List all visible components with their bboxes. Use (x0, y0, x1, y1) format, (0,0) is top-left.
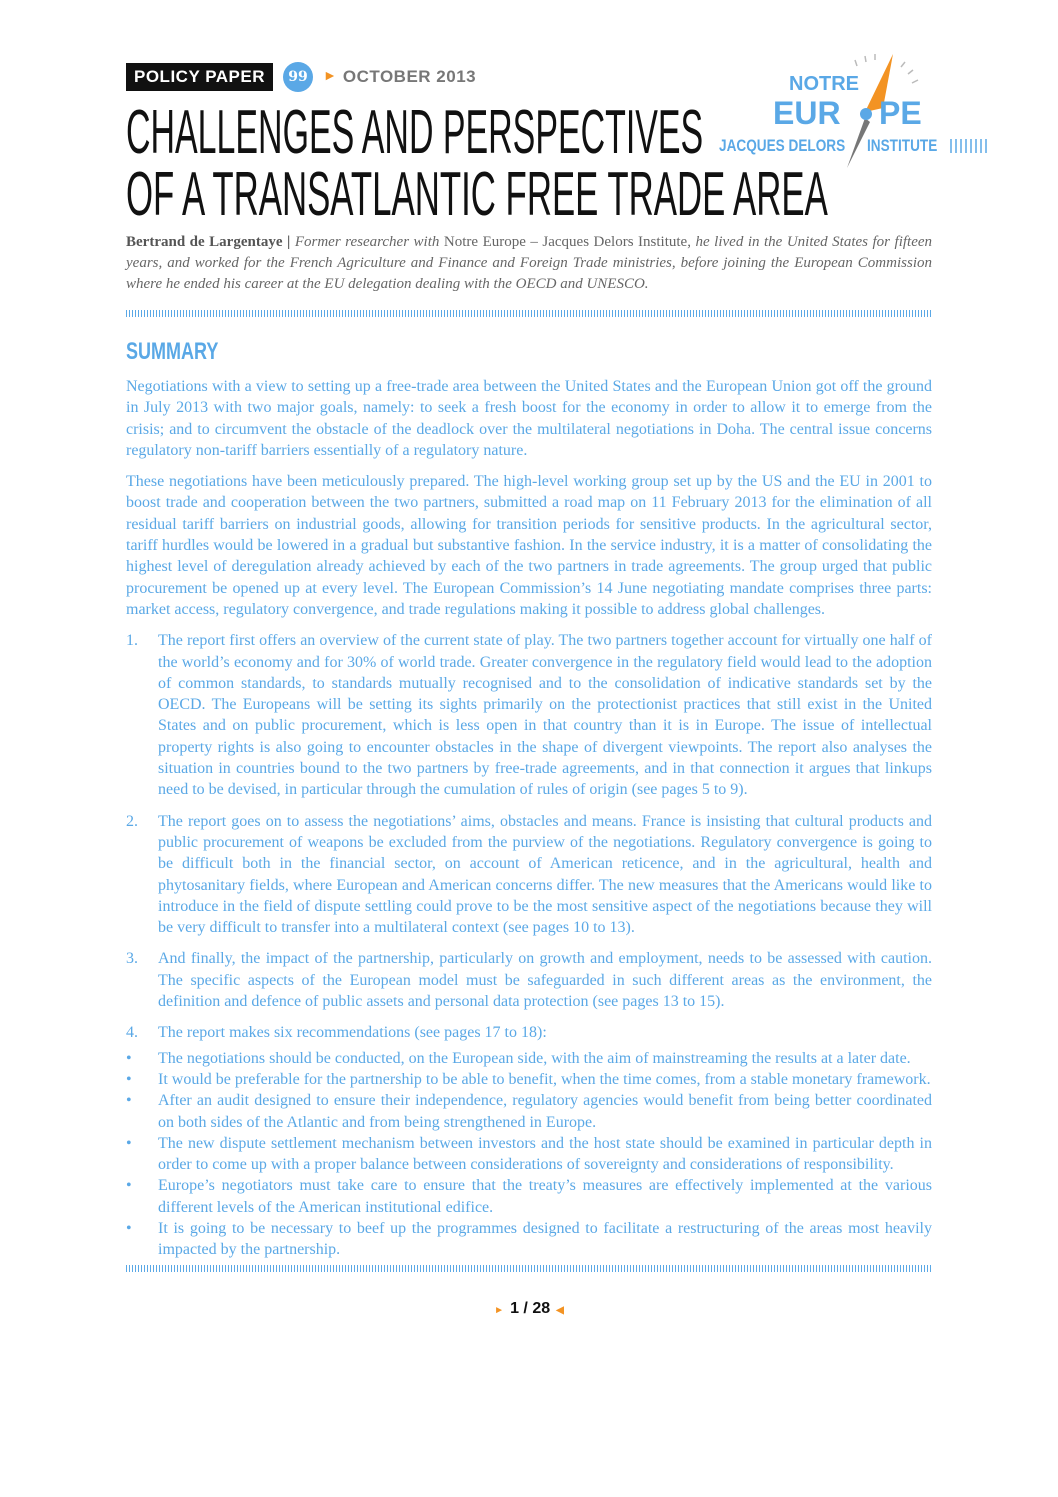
series-label: POLICY PAPER (126, 63, 273, 91)
divider (126, 310, 932, 317)
page-number: 1 / 28 (510, 1299, 551, 1317)
bullet-icon: • (126, 1049, 132, 1067)
title-line-2: OF A TRANSATLANTIC FREE TRADE AREA (126, 160, 828, 229)
bullet-icon: • (126, 1070, 132, 1088)
divider (126, 1265, 932, 1272)
bullet-item (126, 1175, 932, 1218)
logo-eur: EUR (773, 95, 841, 131)
logo-institute: INSTITUTE (867, 136, 938, 155)
logo-notre: NOTRE (789, 73, 859, 95)
list-text: And finally, the impact of the partnership, particularly on growth and employment, needs to be assessed with caution. The specific aspects of the European model must be safeguarded in such different areas as the environment, the definition and defence of public assets and personal data protection (see pages 13 to 15). (158, 950, 932, 1011)
bullet-item (126, 1090, 932, 1133)
notre-europe-logo (715, 52, 995, 172)
author-bio-text: he lived in the United States for fifteen years, and worked for the French Agriculture and Finance and Foreign Trade ministries, before joining the European Commission where he ended his career at the EU delegation dealing with the OECD and UNESCO. (126, 234, 933, 292)
list-text: The new dispute settlement mechanism between investors and the host state should be examined in particular depth in order to come up with a proper balance between considerations of sovereignty and considerations of responsibility. (158, 1134, 932, 1174)
author-bio (126, 232, 932, 295)
paragraph: These negotiations have been meticulously prepared. The high-level working group set up by the US and the EU in 2001 to boost trade and cooperation between the two partners, submitted a road map on 11 February 2013 for the elimination of all residual tariff barriers on industrial goods, allowing for transition periods for sensitive products. In the agricultural sector, tariff hurdles would be lowered in a gradual but substantive fashion. In the service industry, it is a matter of consolidating the highest level of deregulation already achieved by each of the two partners in trade agreements. The group urged that public procurement be opened up at every level. The European Commission’s 14 June negotiating mandate comprises three parts: market access, regulatory convergence, and trade regulations making it possible to address global challenges. (126, 473, 932, 618)
paragraph: Negotiations with a view to setting up a free-trade area between the United States and the European Union got off the ground in July 2013 with two major goals, namely: to seek a fresh boost for the economy in order to allow it to emerge from the crisis; and to circumvent the obstacle of the deadlock over the multilateral negotiations in Doha. The central issue concerns regulatory non-tariff barriers essentially of a regulatory nature. (126, 378, 932, 459)
list-text: It is going to be necessary to beef up the programmes designed to facilitate a restructuring of the areas most heavily impacted by the partnership. (158, 1219, 932, 1259)
author-name: Bertrand de Largentaye | (126, 234, 291, 250)
numbered-item (126, 811, 932, 939)
numbered-item (126, 630, 932, 800)
summary-heading: SUMMARY (126, 338, 219, 365)
summary-section (126, 338, 932, 1348)
paper-number-badge: 99 (283, 62, 313, 92)
paper-header (126, 62, 476, 92)
arrow-icon: ► (494, 1304, 505, 1316)
bullet-icon: • (126, 1219, 132, 1237)
author-intro: Former researcher with (294, 234, 440, 250)
list-text: After an audit designed to ensure their independence, regulatory agencies would benefit from being better coordinated on both sides of the Atlantic and from being strengthened in Europe. (158, 1092, 932, 1131)
bullet-icon: • (126, 1092, 132, 1110)
arrow-icon: ► (323, 69, 337, 84)
numbered-item (126, 948, 932, 1012)
author-org: Notre Europe – Jacques Delors Institute, (443, 234, 691, 250)
list-text: The negotiations should be conducted, on the European side, with the aim of mainstreaming the results at a later date. (158, 1049, 911, 1067)
list-marker: 3. (126, 950, 138, 968)
list-text: The report goes on to assess the negotiations’ aims, obstacles and means. France is insisting that cultural products and public procurement of weapons be excluded from the purview of the negotiations. Regulatory convergence is going to be difficult both in the financial sector, on account of American reticence, and in the agricultural, health and phytosanitary fields, where European and American concerns differ. The new measures that the Americans would like to introduce in the field of dispute settling could prove to be the most sensitive aspect of the negotiations because they will be very difficult to transfer into a multilateral context (see pages 10 to 13). (158, 812, 932, 937)
list-text: The report first offers an overview of the current state of play. The two partners together account for virtually one half of the world’s economy and for 30% of world trade. Greater convergence in the regulatory field would lead to the adoption of common standards, to standards mutually recognised and to the consolidation of indicative standards set by the OECD. The Europeans will be setting its sights primarily on the protectionist practices that still exist in the United States and on public procurement, which is less open in that country than it is in Europe. The issue of intellectual property rights is also going to encounter obstacles in the shape of divergent viewpoints. The report also analyses the situation in countries bound to the two partners by free-trade agreements, and in that connection it argues that linkups need to be devised, in particular through the cumulation of rules of origin (see pages 5 to 9). (158, 632, 932, 799)
arrow-icon: ◀ (556, 1304, 564, 1316)
list-text: It would be preferable for the partnership to be able to benefit, when the time comes, from a stable monetary framework. (158, 1070, 931, 1088)
bullet-item (126, 1069, 932, 1090)
bullet-item (126, 1218, 932, 1261)
summary-body (126, 376, 932, 1261)
bullet-icon: • (126, 1177, 132, 1195)
list-marker: 1. (126, 632, 138, 650)
list-text: The report makes six recommendations (see pages 17 to 18): (158, 1024, 547, 1042)
list-marker: 4. (126, 1024, 138, 1042)
bullet-item (126, 1133, 932, 1176)
publication-date: OCTOBER 2013 (342, 67, 477, 86)
logo-jacques-delors: JACQUES DELORS (719, 136, 846, 155)
logo-pe: PE (879, 95, 922, 131)
bullet-icon: • (126, 1134, 132, 1152)
title-line-1: CHALLENGES AND PERSPECTIVES (126, 98, 704, 167)
list-text: Europe’s negotiators must take care to ensure that the treaty’s measures are effectively implemented at the various different levels of the American institutional edifice. (158, 1177, 932, 1216)
numbered-item (126, 1022, 932, 1043)
page-footer (0, 1300, 1058, 1318)
bullet-item (126, 1048, 932, 1069)
list-marker: 2. (126, 812, 138, 830)
